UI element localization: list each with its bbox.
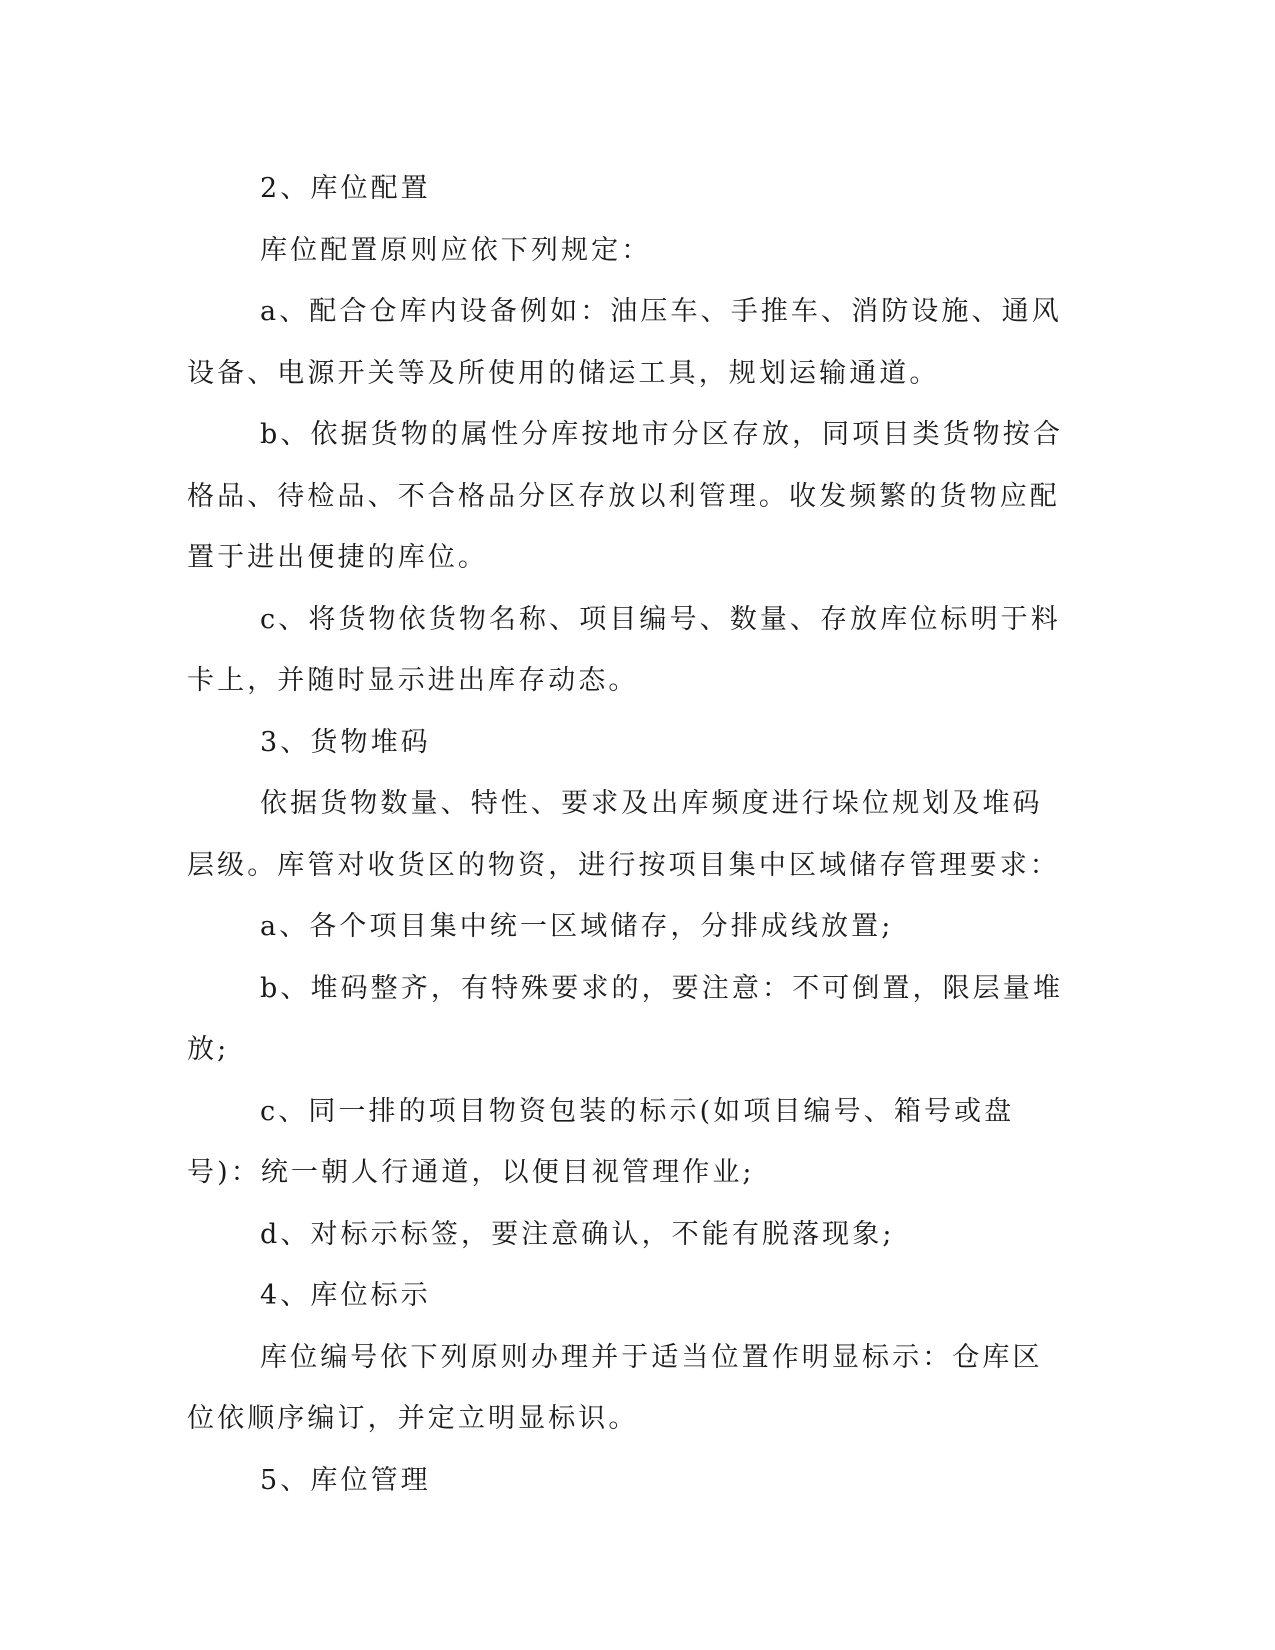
list-item-a-storage: a、各个项目集中统一区域储存，分排成线放置;	[260, 911, 894, 942]
list-item-b-zoning: b、依据货物的属性分库按地市分区存放，同项目类货物按合格品、待检品、不合格品分区存放以利管理。收发频繁的货物应配置于进出便捷的库位。	[187, 419, 1063, 573]
document-body	[187, 158, 1067, 1511]
section-heading-4: 4、库位标示	[260, 1280, 431, 1311]
section-heading-5: 5、库位管理	[260, 1464, 431, 1496]
list-item-b-stacking: b、堆码整齐，有特殊要求的，要注意：不可倒置，限层量堆放;	[187, 972, 1063, 1065]
list-item-d-tags: d、对标示标签，要注意确认，不能有脱落现象;	[260, 1218, 895, 1250]
list-item-c-marking: c、同一排的项目物资包装的标示(如项目编号、箱号或盘号)：统一朝人行通道，以便目视管理作业;	[187, 1095, 1015, 1188]
paragraph-stacking-intro: 依据货物数量、特性、要求及出库频度进行垛位规划及堆码层级。库管对收货区的物资，进行按项目集中区域储存管理要求：	[187, 788, 1060, 881]
section-heading-3: 3、货物堆码	[260, 726, 431, 758]
list-item-c-labels: c、将货物依货物名称、项目编号、数量、存放库位标明于料卡上，并随时显示进出库存动态。	[187, 603, 1061, 696]
paragraph-rules-intro: 库位配置原则应依下列规定：	[260, 234, 652, 266]
paragraph-numbering: 库位编号依下列原则办理并于适当位置作明显标示：仓库区位依顺序编订，并定立明显标识。	[187, 1341, 1043, 1434]
section-heading-2: 2、库位配置	[260, 173, 431, 204]
list-item-a-equipment: a、配合仓库内设备例如：油压车、手推车、消防设施、通风设备、电源开关等及所使用的储运工具，规划运输通道。	[187, 296, 1062, 389]
